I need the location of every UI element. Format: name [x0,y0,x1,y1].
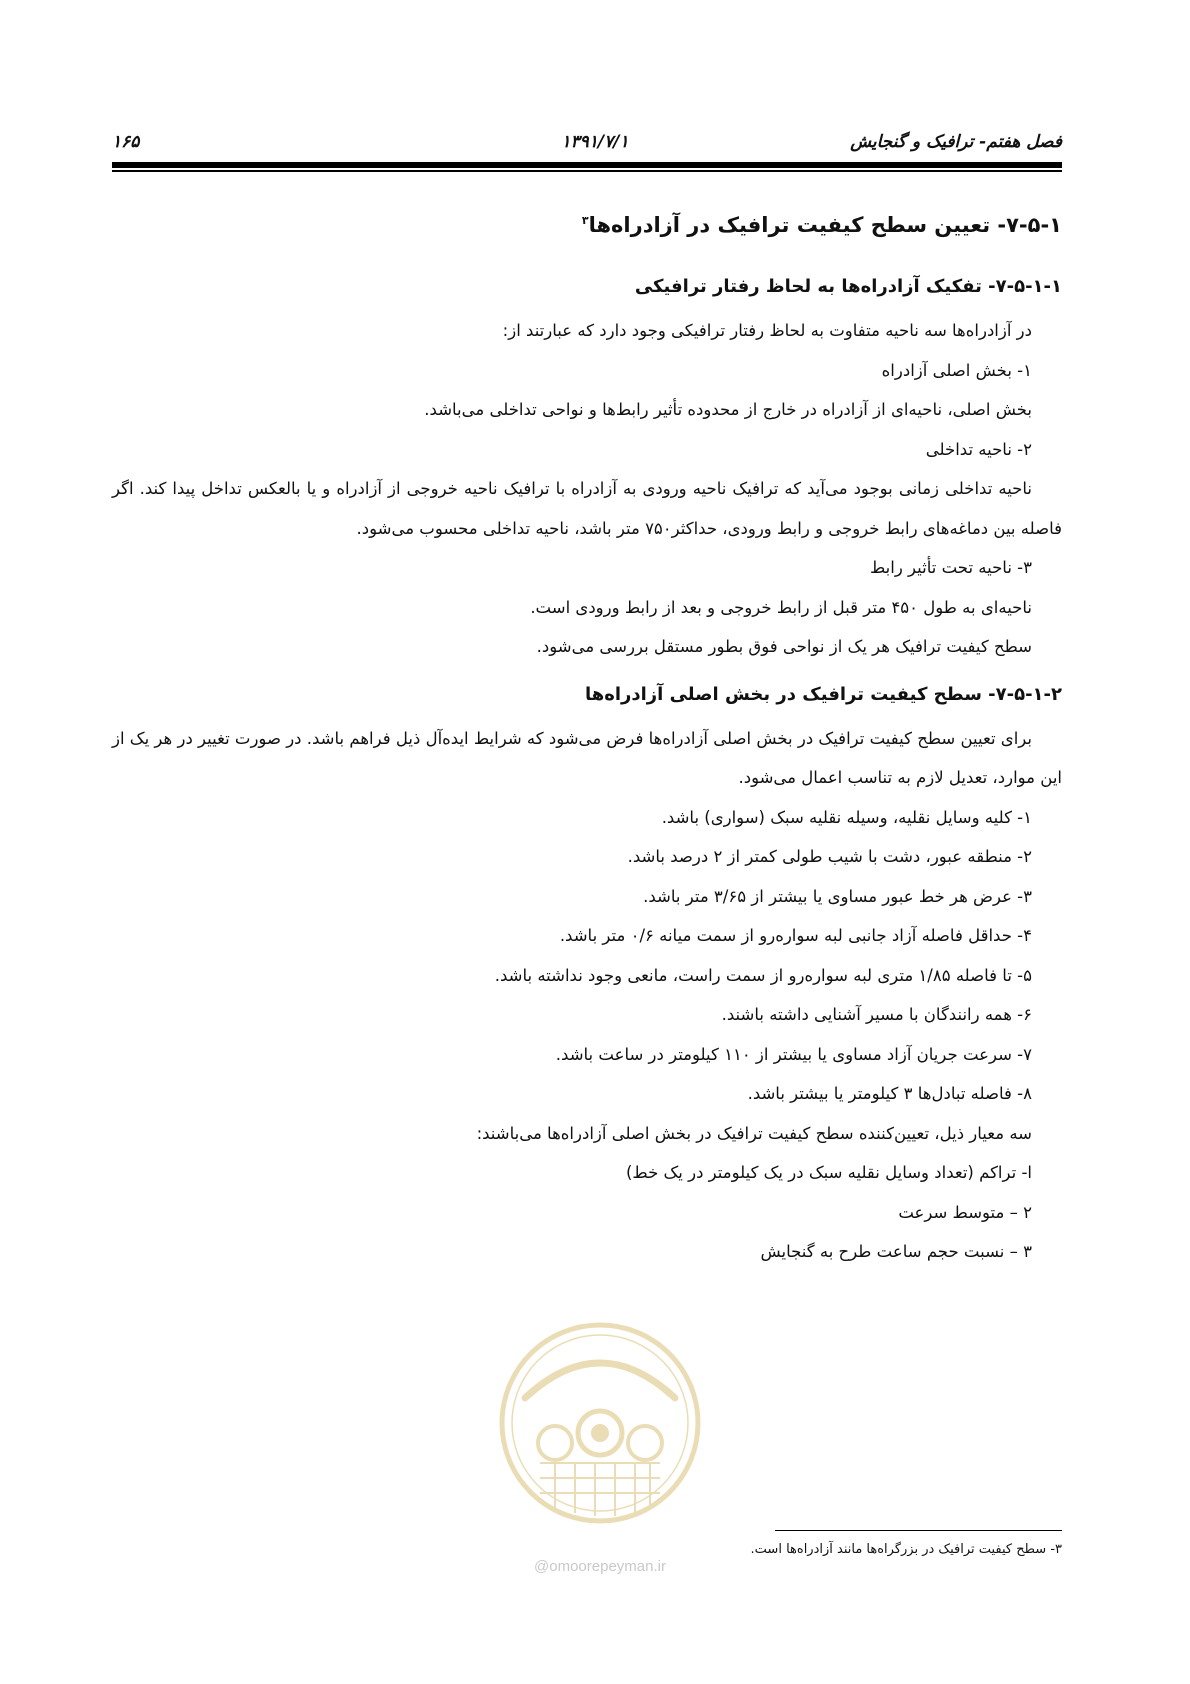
footnote: ۳- سطح کیفیت ترافیک در بزرگراه‌ها مانند آزادراه‌ها است. [750,1542,1062,1557]
list-item: ۱- بخش اصلی آزادراه [881,360,1032,380]
header-date: ۱۳۹۱/۷/۱ [561,132,629,152]
list-item: ۳- عرض هر خط عبور مساوی یا بیشتر از ۳/۶۵ متر باشد. [643,886,1032,906]
list-item: ۱- کلیه وسایل نقلیه، وسیله نقلیه سبک (سواری) باشد. [661,807,1032,827]
list-item: ۷- سرعت جریان آزاد مساوی یا بیشتر از ۱۱۰ کیلومتر در ساعت باشد. [555,1044,1032,1064]
list-item: ۳ – نسبت حجم ساعت طرح به گنجایش [760,1242,1032,1261]
main-content [112,205,1062,1272]
paragraph: بخش اصلی، ناحیه‌ای از آزادراه در خارج از محدوده تأثیر رابط‌ها و نواحی تداخلی می‌باشد. [424,400,1032,419]
subsection-heading-1: ۷-۵-۱-۱- تفکیک آزادراه‌ها به لحاظ رفتار ترافیکی [634,276,1062,297]
page-number: ۱۶۵ [112,132,140,152]
section-title: ۷-۵-۱- تعیین سطح کیفیت ترافیک در آزادراه‌ها [588,213,1062,237]
paragraph: سه معیار ذیل، تعیین‌کننده سطح کیفیت ترافیک در بخش اصلی آزادراه‌ها می‌باشند: [476,1123,1032,1143]
chapter-title: فصل هفتم- ترافیک و گنجایش [850,132,1062,152]
footnote-rule [775,1530,1062,1531]
header-rule-thin [112,170,1062,172]
section-heading [112,205,1062,241]
list-item: ا- تراکم (تعداد وسایل نقلیه سبک در یک کیلومتر در یک خط) [625,1163,1032,1182]
subsection-heading-2: ۷-۵-۱-۲- سطح کیفیت ترافیک در بخش اصلی آزادراه‌ها [584,683,1062,705]
paragraph: سطح کیفیت ترافیک هر یک از نواحی فوق بطور مستقل بررسی می‌شود. [536,637,1032,656]
footnote-reference: ۳ [581,214,589,227]
watermark-seal-icon [495,1318,705,1548]
paragraph: ناحیه‌ای به طول ۴۵۰ متر قبل از رابط خروجی و بعد از رابط ورودی است. [530,597,1032,617]
paragraph: ناحیه تداخلی زمانی بوجود می‌آید که ترافیک ناحیه ورودی به آزادراه با ترافیک ناحیه خروجی از آزادراه و یا بالعکس تداخل پیدا کند. اگر فاصله بین دماغه‌های رابط خروجی و رابط ورودی، حداکثر۷۵۰ متر باشد، ناحیه تداخلی محسوب می‌شود. [112,479,1062,538]
list-item: ۳- ناحیه تحت تأثیر رابط [870,558,1032,577]
paragraph: برای تعیین سطح کیفیت ترافیک در بخش اصلی آزادراه‌ها فرض می‌شود که شرایط ایده‌آل ذیل فراهم باشد. در صورت تغییر در هر یک از این موارد، تعدیل لازم به تناسب اعمال می‌شود. [112,728,1062,787]
watermark-site: @omoorepeyman.ir [534,1558,666,1575]
list-item: ۸- فاصله تبادل‌ها ۳ کیلومتر یا بیشتر باشد. [747,1084,1032,1103]
list-item: ۲- منطقه عبور، دشت با شیب طولی کمتر از ۲ درصد باشد. [627,847,1032,866]
paragraph: در آزادراه‌ها سه ناحیه متفاوت به لحاظ رفتار ترافیکی وجود دارد که عبارتند از: [502,321,1032,340]
list-item: ۵- تا فاصله ۱/۸۵ متری لبه سواره‌رو از سمت راست، مانعی وجود نداشته باشد. [494,965,1032,985]
list-item: ۶- همه رانندگان با مسیر آشنایی داشته باشند. [721,1005,1032,1024]
header-rule-thick [112,162,1062,168]
list-item: ۴- حداقل فاصله آزاد جانبی لبه سواره‌رو از سمت میانه ۰/۶ متر باشد. [559,926,1032,945]
list-item: ۲ – متوسط سرعت [898,1202,1032,1222]
list-item: ۲- ناحیه تداخلی [925,439,1032,459]
